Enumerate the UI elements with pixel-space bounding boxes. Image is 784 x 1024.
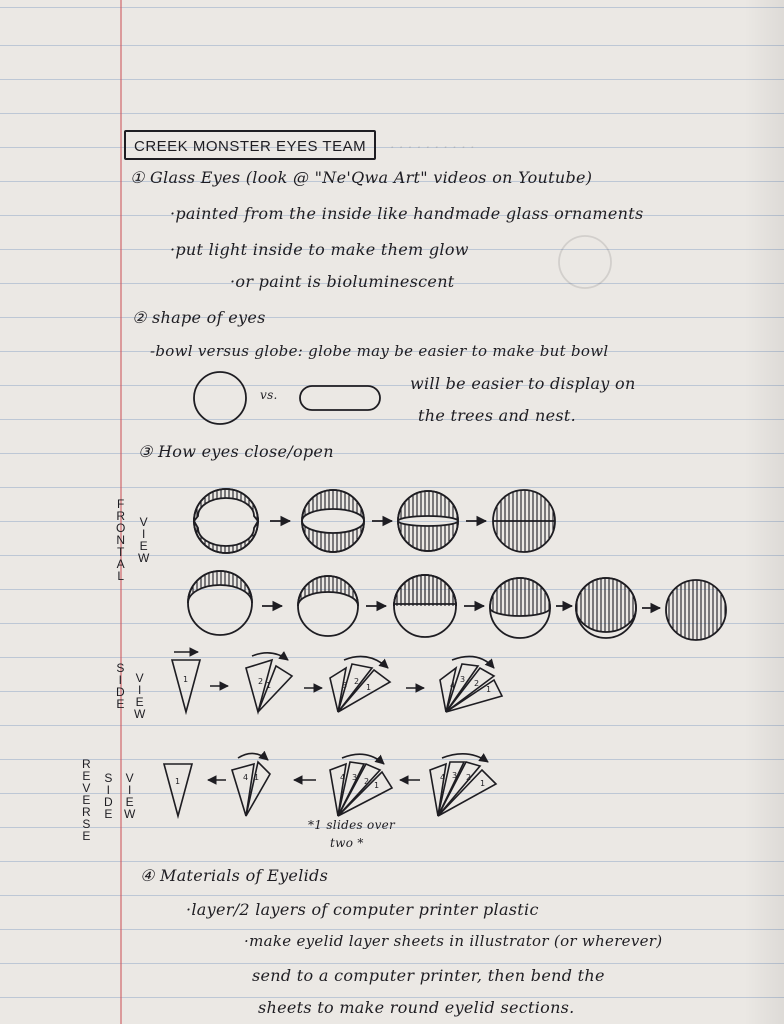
eye-top-lid-1	[188, 571, 252, 635]
vertical-letter: V	[135, 671, 144, 685]
eye-closing-3	[398, 491, 458, 551]
eye-top-lid-4	[490, 578, 550, 638]
svg-text:2: 2	[364, 777, 370, 786]
svg-text:3: 3	[460, 675, 466, 684]
section2-line2: will be easier to display on	[410, 374, 636, 393]
frontal-row-2	[188, 571, 726, 640]
vertical-letter: I	[118, 673, 122, 687]
section1-heading: ① Glass Eyes (look @ "Ne'Qwa Art" videos on Youtube)	[130, 168, 593, 187]
reverse-eyelid-1	[164, 764, 192, 816]
slide-note-line2: two *	[330, 836, 364, 850]
vertical-letter: V	[139, 515, 148, 529]
eye-closing-2	[302, 490, 364, 552]
svg-text:1: 1	[175, 777, 181, 786]
side-eyelid-3	[330, 656, 390, 712]
svg-text:1: 1	[486, 685, 492, 694]
vertical-letter: N	[116, 533, 125, 547]
reverse-eyelid-3	[330, 754, 392, 816]
svg-text:2: 2	[474, 679, 480, 688]
section1-bullet1: ·painted from the inside like handmade glass ornaments	[170, 204, 644, 223]
section4-bullet3: send to a computer printer, then bend the	[252, 966, 605, 985]
eye-top-lid-2	[298, 576, 358, 636]
vertical-letter: V	[82, 781, 91, 795]
svg-text:3: 3	[342, 681, 348, 690]
vertical-letter: I	[106, 783, 110, 797]
section4-heading: ④ Materials of Eyelids	[140, 866, 329, 885]
vertical-letter: R	[116, 509, 125, 523]
vertical-letter: I	[137, 683, 142, 697]
section4-bullet4: sheets to make round eyelid sections.	[258, 998, 575, 1017]
vertical-letter: S	[116, 661, 125, 675]
vertical-letter: E	[82, 829, 91, 843]
vertical-letter: E	[116, 697, 125, 711]
eye-top-lid-5	[576, 578, 636, 638]
vertical-letter: R	[82, 757, 91, 771]
svg-text:1: 1	[374, 781, 380, 790]
reverse-eyelid-2	[232, 753, 270, 816]
globe-shape	[194, 372, 246, 424]
page-title: CREEK MONSTER EYES TEAM	[124, 130, 376, 160]
svg-text:2: 2	[354, 677, 360, 686]
vertical-letter: E	[135, 695, 144, 709]
svg-text:3: 3	[452, 771, 458, 780]
svg-text:1: 1	[183, 675, 189, 684]
slide-note-line1: *1 slides over	[308, 818, 396, 832]
svg-text:2: 2	[258, 677, 264, 686]
vertical-letter: L	[117, 569, 125, 583]
section3-heading: ③ How eyes close/open	[138, 442, 334, 461]
vertical-letter: S	[82, 817, 91, 831]
vertical-letter: W	[138, 551, 150, 565]
svg-text:4: 4	[340, 773, 346, 782]
eye-top-lid-3	[394, 575, 456, 637]
section4-bullet2: ·make eyelid layer sheets in illustrator (or wherever)	[244, 932, 663, 950]
bleed-through-text: · · · · · · · · · ·	[390, 140, 475, 156]
svg-text:1: 1	[480, 779, 486, 788]
vertical-letter: E	[139, 539, 148, 553]
section2-line3: the trees and nest.	[418, 406, 576, 425]
vertical-letter: V	[125, 771, 134, 785]
vs-label: vs.	[260, 388, 278, 402]
frontal-row-1	[194, 489, 555, 553]
svg-text:1: 1	[366, 683, 372, 692]
eye-closed-4	[493, 490, 555, 552]
reverse-eyelid-4	[430, 754, 496, 816]
vertical-letter: E	[82, 793, 91, 807]
vertical-letter: T	[117, 545, 125, 559]
svg-text:4: 4	[450, 681, 456, 690]
vertical-letter: W	[124, 807, 136, 821]
vertical-letter: S	[104, 771, 113, 785]
vertical-letter: E	[82, 769, 91, 783]
vertical-letter: W	[134, 707, 146, 721]
vertical-letter: R	[82, 805, 91, 819]
section2-heading: ② shape of eyes	[132, 308, 266, 327]
vertical-letter: D	[116, 685, 125, 699]
svg-text:4: 4	[440, 773, 446, 782]
eye-closed-6	[666, 580, 726, 640]
section2-line1: -bowl versus globe: globe may be easier to make but bowl	[150, 342, 609, 360]
vertical-letter: E	[104, 807, 113, 821]
vertical-letter: O	[116, 521, 126, 535]
bowl-shape	[300, 386, 380, 410]
svg-text:2: 2	[466, 773, 472, 782]
svg-text:1: 1	[266, 681, 272, 690]
reverse-side-view-row	[164, 753, 496, 816]
svg-text:3: 3	[352, 773, 358, 782]
section4-bullet1: ·layer/2 layers of computer printer plastic	[186, 900, 539, 919]
eye-open-1	[194, 489, 258, 553]
vertical-letter: F	[117, 497, 125, 511]
vertical-letter: E	[125, 795, 134, 809]
vertical-letter: A	[116, 557, 125, 571]
vertical-letter: D	[104, 795, 113, 809]
vertical-letter: I	[141, 527, 146, 541]
section1-bullet3: ·or paint is bioluminescent	[230, 272, 455, 291]
svg-text:1: 1	[254, 773, 260, 782]
section1-bullet2: ·put light inside to make them glow	[170, 240, 469, 259]
svg-text:4: 4	[243, 773, 249, 782]
vertical-letter: I	[127, 783, 132, 797]
